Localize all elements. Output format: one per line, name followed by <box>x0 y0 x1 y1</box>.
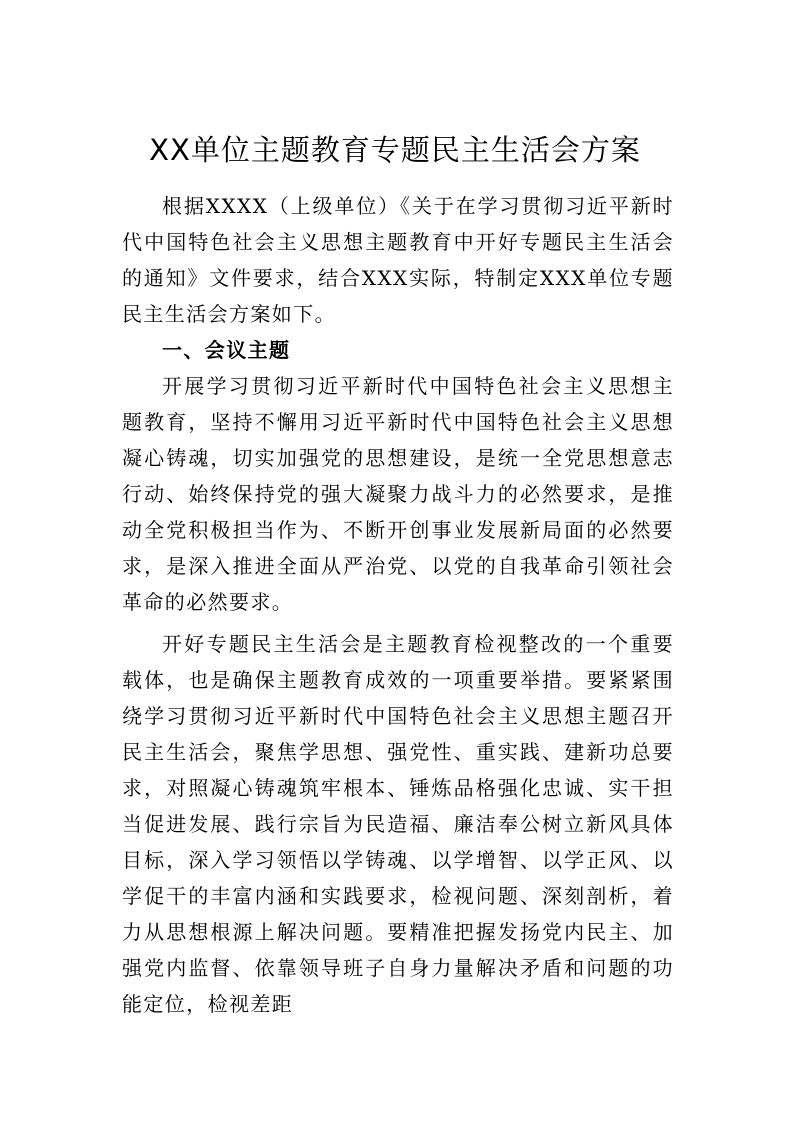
body-paragraph: 开展学习贯彻习近平新时代中国特色社会主义思想主题教育，坚持不懈用习近平新时代中国特色社会主义思想凝心铸魂，切实加强党的思想建设，是统一全党思想意志行动、始终保持党的强大凝聚力战斗力的必然要求，是推动全党积极担当作为、不断开创事业发展新局面的必然要求，是深入推进全面从严治党、以党的自我革命引领社会革命的必然要求。 <box>122 374 674 614</box>
intro-paragraph: 根据XXXX（上级单位）《关于在学习贯彻习近平新时代中国特色社会主义思想主题教育中开好专题民主生活会的通知》文件要求，结合XXX实际，特制定XXX单位专题民主生活会方案如下。 <box>122 194 674 326</box>
document-title: XX单位主题教育专题民主生活会方案 <box>149 133 641 167</box>
body-paragraph: 开好专题民主生活会是主题教育检视整改的一个重要载体，也是确保主题教育成效的一项重要举措。要紧紧围绕学习贯彻习近平新时代中国特色社会主义思想主题召开民主生活会，聚焦学思想、强党性、重实践、建新功总要求，对照凝心铸魂筑牢根本、锤炼品格强化忠诚、实干担当促进发展、践行宗旨为民造福、廉洁奉公树立新风具体目标，深入学习领悟以学铸魂、以学增智、以学正风、以学促干的丰富内涵和实践要求，检视问题、深刻剖析，着力从思想根源上解决问题。要精准把握发扬党内民主、加强党内监督、依靠领导班子自身力量解决矛盾和问题的功能定位，检视差距 <box>122 632 674 1016</box>
document-body <box>122 188 674 1022</box>
section-heading: 一、会议主题 <box>162 338 291 362</box>
